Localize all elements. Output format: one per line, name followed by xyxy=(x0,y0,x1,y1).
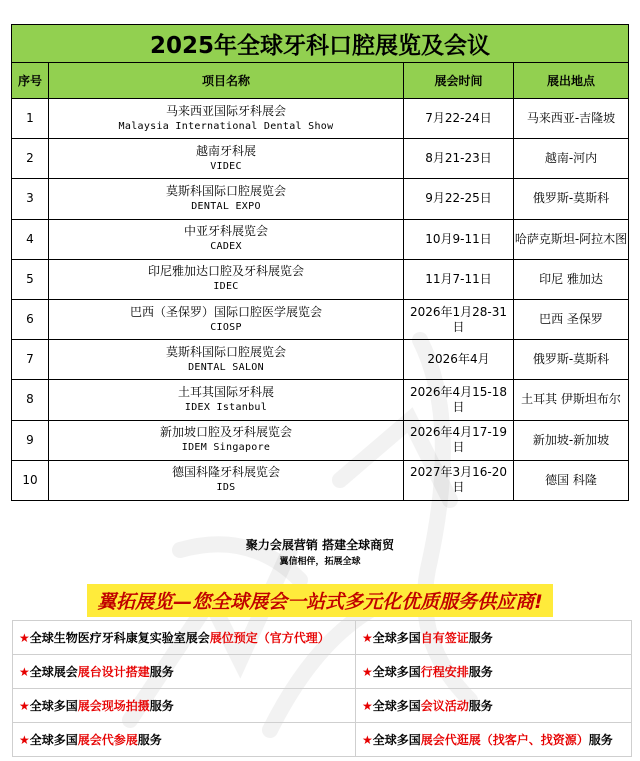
service-row xyxy=(13,621,632,655)
service-prefix: 全球展会 xyxy=(29,665,78,679)
expo-name-cn: 马来西亚国际牙科展会 xyxy=(165,103,286,118)
row-name-cell xyxy=(49,99,404,139)
expo-time: 2026年4月17-19日 xyxy=(404,420,514,460)
banner-wrap xyxy=(0,584,640,617)
table-row xyxy=(12,299,629,339)
expo-time: 7月22-24日 xyxy=(404,99,514,139)
expo-time: 9月22-25日 xyxy=(404,179,514,219)
expo-place: 马来西亚-吉隆坡 xyxy=(514,99,629,139)
row-name-cell xyxy=(49,219,404,259)
star-icon: ★ xyxy=(19,733,30,747)
expo-name-en: VIDEC xyxy=(210,160,242,172)
service-item xyxy=(13,723,356,757)
row-number: 9 xyxy=(12,420,49,460)
service-highlight: 自有签证 xyxy=(420,631,469,645)
service-suffix: 服务 xyxy=(468,631,493,645)
expo-name-en: IDEC xyxy=(213,281,239,293)
column-header-no: 序号 xyxy=(12,63,49,99)
service-prefix: 全球多国 xyxy=(372,733,421,747)
row-name-cell xyxy=(49,179,404,219)
expo-place: 俄罗斯-莫斯科 xyxy=(514,340,629,380)
expo-time: 2027年3月16-20日 xyxy=(404,460,514,500)
service-item xyxy=(13,689,356,723)
row-name-cell xyxy=(49,380,404,420)
table-row xyxy=(12,139,629,179)
service-suffix: 服务 xyxy=(468,665,493,679)
column-header-name: 项目名称 xyxy=(49,63,404,99)
service-highlight: 展会代参展 xyxy=(77,733,138,747)
row-name-cell xyxy=(49,460,404,500)
expo-name-cn: 德国科隆牙科展览会 xyxy=(171,465,280,480)
expo-name-en: Malaysia International Dental Show xyxy=(118,120,334,132)
table-row xyxy=(12,259,629,299)
service-item xyxy=(356,689,632,723)
service-prefix: 全球多国 xyxy=(372,699,421,713)
expo-name-en: IDS xyxy=(216,482,236,494)
row-number: 10 xyxy=(12,460,49,500)
service-highlight: 展会现场拍摄 xyxy=(77,699,150,713)
expo-place: 越南-河内 xyxy=(514,139,629,179)
column-header-place: 展出地点 xyxy=(514,63,629,99)
expo-table xyxy=(11,24,629,501)
service-highlight: 展台设计搭建 xyxy=(77,665,150,679)
service-highlight: 会议活动 xyxy=(420,699,469,713)
table-title: 2025年全球牙科口腔展览及会议 xyxy=(12,25,629,63)
expo-name-cn: 巴西（圣保罗）国际口腔医学展览会 xyxy=(129,304,322,319)
expo-time: 2026年1月28-31日 xyxy=(404,299,514,339)
table-row xyxy=(12,420,629,460)
expo-name-cn: 越南牙科展 xyxy=(195,143,256,158)
table-row xyxy=(12,179,629,219)
expo-time: 2026年4月15-18日 xyxy=(404,380,514,420)
row-number: 5 xyxy=(12,259,49,299)
expo-name-cn: 莫斯科国际口腔展览会 xyxy=(165,344,286,359)
expo-time: 11月7-11日 xyxy=(404,259,514,299)
service-item xyxy=(13,655,356,689)
expo-place: 德国 科隆 xyxy=(514,460,629,500)
service-highlight: 展会代逛展（找客户、找资源） xyxy=(420,733,589,747)
expo-time: 8月21-23日 xyxy=(404,139,514,179)
row-number: 1 xyxy=(12,99,49,139)
service-prefix: 全球多国 xyxy=(29,733,78,747)
row-number: 6 xyxy=(12,299,49,339)
row-number: 2 xyxy=(12,139,49,179)
service-row xyxy=(13,655,632,689)
expo-name-en: CADEX xyxy=(210,241,242,253)
services-table xyxy=(12,620,632,757)
service-suffix: 服务 xyxy=(137,733,162,747)
expo-name-en: DENTAL SALON xyxy=(188,361,264,373)
expo-name-cn: 新加坡口腔及牙科展览会 xyxy=(159,425,292,440)
table-row xyxy=(12,380,629,420)
star-icon: ★ xyxy=(362,699,373,713)
service-item xyxy=(13,621,356,655)
service-prefix: 全球多国 xyxy=(372,665,421,679)
slogan-sub: 翼信相伴，拓展全球 xyxy=(279,557,361,567)
service-suffix: 服务 xyxy=(149,699,174,713)
service-item xyxy=(356,723,632,757)
expo-name-cn: 土耳其国际牙科展 xyxy=(177,384,274,399)
star-icon: ★ xyxy=(362,733,373,747)
star-icon: ★ xyxy=(362,631,373,645)
service-highlight: 行程安排 xyxy=(420,665,469,679)
service-suffix: 服务 xyxy=(468,699,493,713)
expo-name-en: IDEX Istanbul xyxy=(184,401,268,413)
star-icon: ★ xyxy=(362,665,373,679)
service-prefix: 全球生物医疗牙科康复实验室展会 xyxy=(29,631,210,645)
row-number: 8 xyxy=(12,380,49,420)
star-icon: ★ xyxy=(19,665,30,679)
service-highlight: 展位预定（官方代理） xyxy=(209,631,330,645)
expo-time: 2026年4月 xyxy=(404,340,514,380)
expo-name-cn: 莫斯科国际口腔展览会 xyxy=(165,183,286,198)
expo-place: 新加坡-新加坡 xyxy=(514,420,629,460)
column-header-time: 展会时间 xyxy=(404,63,514,99)
service-item xyxy=(356,655,632,689)
row-name-cell xyxy=(49,340,404,380)
row-name-cell xyxy=(49,299,404,339)
expo-place: 巴西 圣保罗 xyxy=(514,299,629,339)
table-row xyxy=(12,219,629,259)
table-row xyxy=(12,460,629,500)
row-name-cell xyxy=(49,420,404,460)
row-number: 7 xyxy=(12,340,49,380)
star-icon: ★ xyxy=(19,631,30,645)
expo-name-en: DENTAL EXPO xyxy=(191,200,261,212)
service-suffix: 服务 xyxy=(149,665,174,679)
row-name-cell xyxy=(49,259,404,299)
star-icon: ★ xyxy=(19,699,30,713)
expo-place: 土耳其 伊斯坦布尔 xyxy=(514,380,629,420)
expo-name-cn: 印尼雅加达口腔及牙科展览会 xyxy=(147,264,304,279)
service-row xyxy=(13,723,632,757)
expo-time: 10月9-11日 xyxy=(404,219,514,259)
table-row xyxy=(12,340,629,380)
expo-table-sheet xyxy=(11,24,628,501)
expo-place: 印尼 雅加达 xyxy=(514,259,629,299)
service-prefix: 全球多国 xyxy=(29,699,78,713)
service-prefix: 全球多国 xyxy=(372,631,421,645)
expo-place: 哈萨克斯坦-阿拉木图 xyxy=(514,219,629,259)
service-suffix: 服务 xyxy=(588,733,613,747)
service-row xyxy=(13,689,632,723)
table-header-row xyxy=(12,63,629,99)
row-name-cell xyxy=(49,139,404,179)
row-number: 3 xyxy=(12,179,49,219)
expo-name-en: IDEM Singapore xyxy=(181,442,271,454)
slogan-main: 聚力会展营销 搭建全球商贸 xyxy=(245,538,395,552)
expo-name-en: CIOSP xyxy=(210,321,242,333)
table-row xyxy=(12,99,629,139)
company-banner: 翼拓展览—您全球展会一站式多元化优质服务供应商! xyxy=(87,584,553,617)
expo-place: 俄罗斯-莫斯科 xyxy=(514,179,629,219)
service-item xyxy=(356,621,632,655)
expo-name-cn: 中亚牙科展览会 xyxy=(183,224,268,239)
row-number: 4 xyxy=(12,219,49,259)
